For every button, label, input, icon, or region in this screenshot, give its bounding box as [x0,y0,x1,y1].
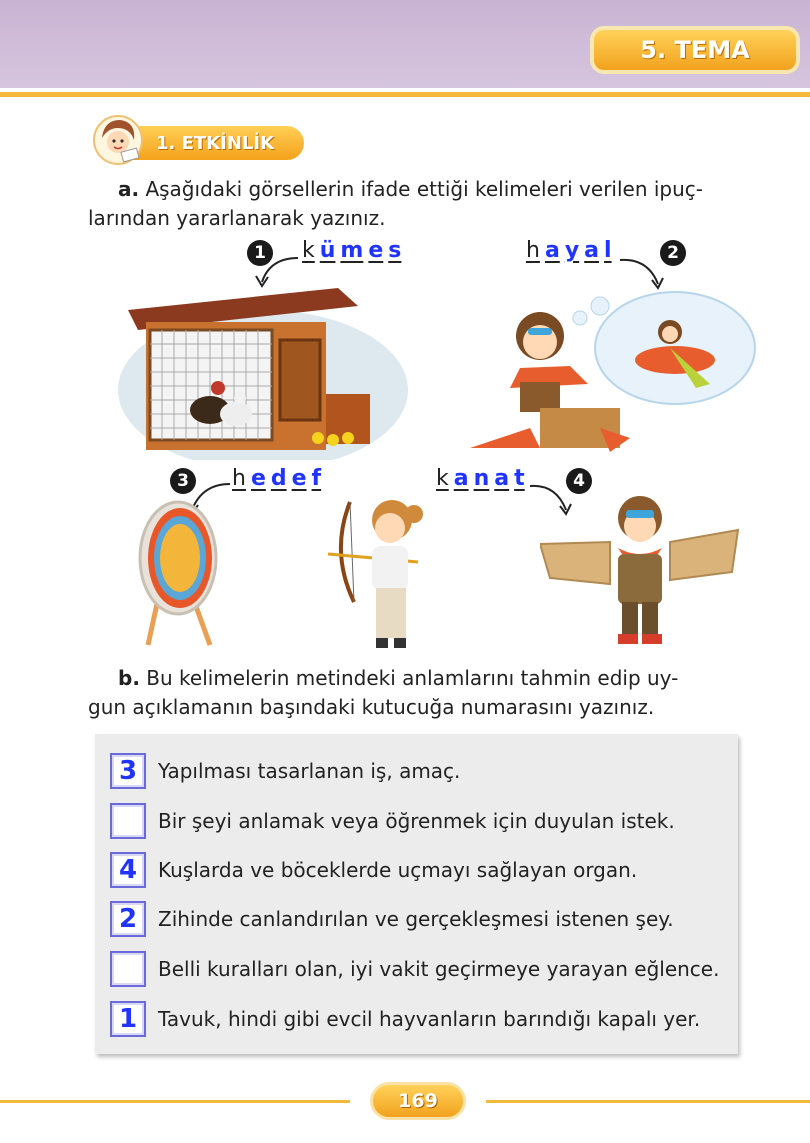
word-first-letter: k [436,466,449,491]
answer-letter[interactable]: f [311,466,322,491]
definition-text: Belli kuralları olan, iyi vakit geçirmeye yarayan eğlence. [158,957,720,981]
number-circle-1: 1 [247,240,273,266]
boy-wings-illustration [540,494,740,654]
instruction-a-text: Aşağıdaki görsellerin ifade ettiği kelimeleri verilen ipuç- [145,177,704,201]
instruction-b-line2: gun açıklamanın başındaki kutucuğa numarasını yazınız. [88,695,655,719]
word-hayal [526,238,612,263]
word-first-letter: k [302,238,315,263]
answer-letter[interactable]: a [584,238,600,263]
answer-letter[interactable]: t [514,466,525,491]
word-hedef [232,466,321,491]
footer-line-right [486,1100,810,1103]
answer-letter[interactable]: l [604,238,612,263]
answer-letter[interactable]: ü [319,238,336,263]
header-divider [0,92,810,97]
answer-letter[interactable]: m [340,238,364,263]
page-number: 169 [370,1082,466,1120]
answer-box[interactable]: 3 [110,753,146,789]
definition-text: Kuşlarda ve böceklerde uçmayı sağlayan organ. [158,858,638,882]
answer-letter[interactable]: e [250,466,266,491]
number-circle-3: 3 [170,468,196,494]
answer-box[interactable]: 2 [110,901,146,937]
instruction-a-line1 [118,175,738,204]
answer-letter[interactable]: e [291,466,307,491]
number-circle-4: 4 [566,468,592,494]
definition-row [110,851,637,889]
answer-letter[interactable]: e [368,238,384,263]
definition-text: Tavuk, hindi gibi evcil hayvanların barındığı kapalı yer. [158,1007,701,1031]
word-first-letter: h [232,466,246,491]
definition-text: Zihinde canlandırılan ve gerçekleşmesi istenen şey. [158,907,674,931]
definition-row [110,802,675,840]
answer-letter[interactable]: n [473,466,490,491]
answer-box[interactable]: 1 [110,1001,146,1037]
girl-archer-illustration [320,492,430,654]
chicken-coop-illustration [118,270,408,460]
girl-dreaming-illustration [470,288,760,458]
part-a-letter: a. [118,177,140,201]
definition-row [110,900,674,938]
word-kanat [436,466,525,491]
arrow-icon [618,252,668,292]
answer-letter[interactable]: a [544,238,560,263]
answer-letter[interactable]: a [453,466,469,491]
number-circle-2: 2 [660,240,686,266]
definition-text: Yapılması tasarlanan iş, amaç. [158,759,461,783]
theme-tab: 5. TEMA [590,26,800,74]
answer-box[interactable]: 4 [110,852,146,888]
footer-line-left [0,1100,350,1103]
word-kumes [302,238,401,263]
instruction-b-text: Bu kelimelerin metindeki anlamlarını tahmin edip uy- [146,666,679,690]
definition-row [110,950,719,988]
instruction-b-line1 [118,664,738,693]
student-avatar-icon [88,112,148,168]
instruction-a-line2: larından yararlanarak yazınız. [88,206,386,230]
answer-letter[interactable]: y [564,238,580,263]
definition-row [110,752,460,790]
definition-text: Bir şeyi anlamak veya öğrenmek için duyulan istek. [158,809,675,833]
answer-box[interactable] [110,803,146,839]
answer-box[interactable] [110,951,146,987]
archery-target-illustration [130,500,230,650]
definition-row [110,1000,700,1038]
answer-letter[interactable]: a [494,466,510,491]
answer-letter[interactable]: d [270,466,287,491]
activity-badge: 1. ETKİNLİK [110,126,304,160]
word-first-letter: h [526,238,540,263]
answer-letter[interactable]: s [388,238,402,263]
part-b-letter: b. [118,666,140,690]
